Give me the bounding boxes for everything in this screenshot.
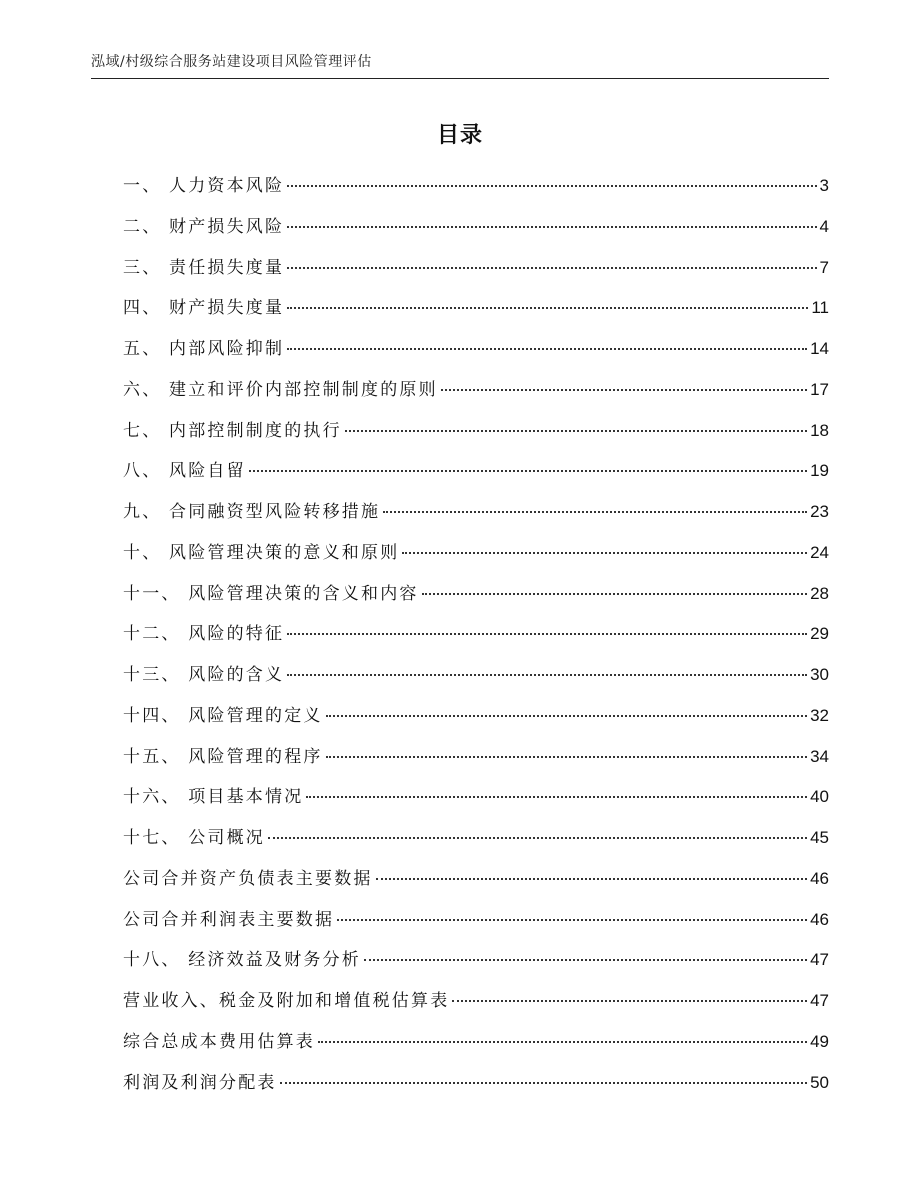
toc-entry[interactable] — [123, 498, 829, 539]
toc-entry-page: 3 — [819, 176, 829, 195]
toc-entry[interactable] — [123, 743, 829, 784]
toc-entry[interactable] — [123, 865, 829, 906]
toc-entry-page: 47 — [810, 991, 829, 1010]
toc-entry[interactable] — [123, 702, 829, 743]
header-text: 泓域/村级综合服务站建设项目风险管理评估 — [91, 54, 372, 70]
toc-entry-page: 28 — [810, 583, 829, 603]
toc-entry-page: 17 — [810, 379, 829, 399]
toc-entry-label: 十六、 项目基本情况 — [123, 787, 304, 808]
toc-entry-page: 46 — [810, 909, 829, 929]
toc-entry[interactable] — [123, 906, 829, 947]
toc-entry-page: 34 — [810, 746, 829, 766]
toc-entry[interactable] — [123, 417, 829, 458]
toc-entry-page: 40 — [810, 787, 829, 807]
toc-entry-label: 十一、 风险管理决策的含义和内容 — [123, 583, 419, 604]
toc-list — [123, 172, 829, 1109]
toc-entry-page: 29 — [810, 624, 829, 644]
dot-leader — [345, 430, 807, 432]
dot-leader — [287, 674, 807, 676]
toc-entry-page: 4 — [819, 216, 829, 236]
toc-entry-label: 公司合并资产负债表主要数据 — [123, 868, 373, 889]
toc-entry[interactable] — [123, 580, 829, 621]
dot-leader — [287, 185, 816, 187]
toc-entry-page: 45 — [810, 828, 829, 847]
toc-entry[interactable] — [123, 294, 829, 335]
dot-leader — [376, 878, 807, 880]
toc-entry-label: 六、 建立和评价内部控制制度的原则 — [123, 379, 438, 400]
dot-leader — [287, 267, 816, 269]
toc-entry-label: 九、 合同融资型风险转移措施 — [123, 502, 381, 522]
toc-entry[interactable] — [123, 335, 829, 376]
toc-entry[interactable] — [123, 987, 829, 1028]
toc-entry-label: 二、 财产损失风险 — [123, 216, 285, 237]
toc-entry[interactable] — [123, 1069, 829, 1110]
dot-leader — [452, 1000, 807, 1002]
toc-entry-page: 14 — [810, 339, 829, 358]
dot-leader — [422, 593, 807, 595]
toc-entry[interactable] — [123, 620, 829, 661]
dot-leader — [287, 348, 807, 350]
toc-entry-label: 十、 风险管理决策的意义和原则 — [123, 542, 400, 563]
toc-entry[interactable] — [123, 254, 829, 295]
dot-leader — [249, 470, 807, 472]
toc-entry[interactable] — [123, 539, 829, 580]
toc-entry-page: 23 — [810, 502, 829, 521]
toc-entry[interactable] — [123, 661, 829, 702]
toc-entry-label: 十四、 风险管理的定义 — [123, 705, 323, 726]
toc-entry-label: 四、 财产损失度量 — [123, 298, 285, 319]
dot-leader — [364, 959, 807, 961]
toc-entry-page: 50 — [810, 1072, 829, 1092]
toc-entry-page: 11 — [811, 298, 829, 318]
toc-entry-page: 46 — [810, 868, 829, 888]
toc-entry[interactable] — [123, 1028, 829, 1069]
dot-leader — [326, 756, 807, 758]
toc-entry[interactable] — [123, 213, 829, 254]
dot-leader — [287, 226, 816, 228]
toc-entry-page: 7 — [819, 257, 829, 277]
toc-entry-label: 十二、 风险的特征 — [123, 624, 285, 645]
toc-entry-label: 七、 内部控制制度的执行 — [123, 420, 342, 441]
dot-leader — [318, 1041, 807, 1043]
toc-entry[interactable] — [123, 783, 829, 824]
dot-leader — [383, 511, 807, 513]
toc-entry-label: 十八、 经济效益及财务分析 — [123, 950, 362, 971]
toc-entry-label: 三、 责任损失度量 — [123, 257, 285, 278]
toc-entry[interactable] — [123, 824, 829, 865]
dot-leader — [337, 919, 807, 921]
toc-entry-page: 18 — [810, 420, 829, 440]
toc-entry-page: 47 — [810, 950, 829, 970]
toc-entry[interactable] — [123, 376, 829, 417]
toc-entry-page: 32 — [810, 705, 829, 725]
toc-entry-label: 综合总成本费用估算表 — [123, 1031, 315, 1052]
toc-entry-page: 49 — [810, 1031, 829, 1051]
toc-entry-label: 营业收入、税金及附加和增值税估算表 — [123, 991, 450, 1011]
toc-entry-page: 19 — [810, 461, 829, 481]
toc-entry-page: 24 — [810, 542, 829, 562]
dot-leader — [306, 796, 807, 798]
toc-entry-label: 十三、 风险的含义 — [123, 665, 285, 685]
dot-leader — [268, 837, 807, 839]
dot-leader — [441, 389, 807, 391]
page-header — [91, 52, 829, 79]
toc-title: 目录 — [436, 123, 483, 148]
dot-leader — [326, 715, 807, 717]
toc-entry[interactable] — [123, 946, 829, 987]
dot-leader — [402, 552, 807, 554]
dot-leader — [280, 1082, 807, 1084]
toc-entry-label: 五、 内部风险抑制 — [123, 339, 285, 359]
toc-entry-label: 利润及利润分配表 — [123, 1072, 277, 1093]
toc-entry-label: 八、 风险自留 — [123, 461, 246, 482]
toc-entry-label: 十五、 风险管理的程序 — [123, 746, 323, 767]
dot-leader — [287, 307, 808, 309]
toc-entry[interactable] — [123, 457, 829, 498]
toc-entry-label: 公司合并利润表主要数据 — [123, 909, 335, 930]
toc-entry[interactable] — [123, 172, 829, 213]
toc-entry-label: 十七、 公司概况 — [123, 828, 266, 848]
dot-leader — [287, 633, 807, 635]
toc-entry-label: 一、 人力资本风险 — [123, 176, 285, 196]
toc-entry-page: 30 — [810, 665, 829, 684]
